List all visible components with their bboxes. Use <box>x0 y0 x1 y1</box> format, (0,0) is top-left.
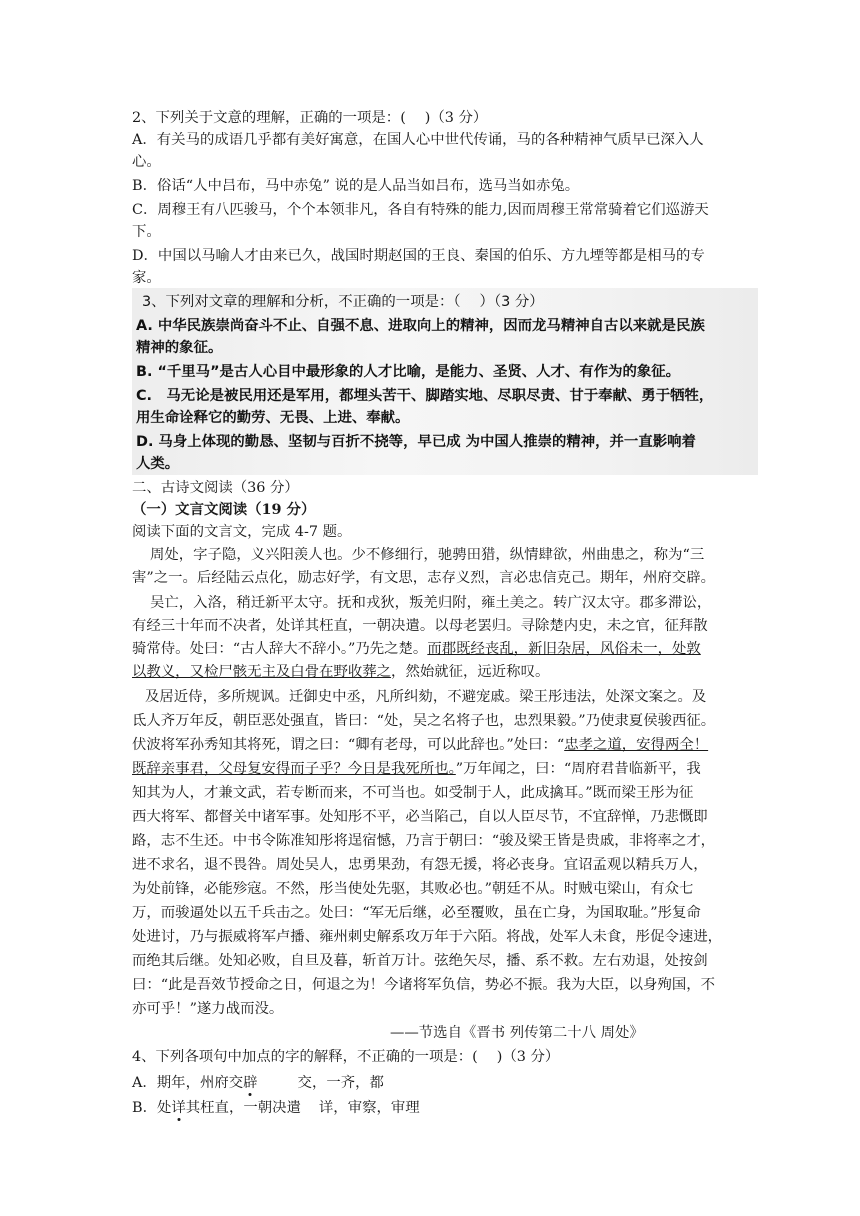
passage-p3-line2: 氐人齐万年反，朝臣恶处强直，皆曰：“处，吴之名将子也，忠烈果毅。”乃使隶夏侯骏西征。 <box>132 713 716 729</box>
emphasis-dot-char: 辟 <box>243 1075 258 1091</box>
passage-p3-line7: 路，志不生还。中书令陈准知彤将逞宿憾，乃言于朝曰：“骏及梁王皆是贵戚，非将率之才， <box>132 833 715 849</box>
underlined-sentence: 既辞亲事君，父母复安得而子乎？今日是我死所也。 <box>132 761 456 777</box>
q4-option-a <box>132 1072 384 1094</box>
passage-p2-line4 <box>132 661 549 683</box>
q3-stem: 3、下列对文章的理解和分析，不正确的一项是：（ ）（3 分） <box>142 294 544 310</box>
passage-p1-line1: 周处，字子隐，义兴阳羡人也。少不修细行，驰骋田猎，纵情肆欲，州曲患之，称为“三 <box>150 547 705 563</box>
passage-p3-line11: 处进讨，乃与振威将军卢播、雍州刺史解系攻万年于六陌。将战，处军人未食，彤促令速进， <box>132 929 723 945</box>
q2-option-c-line2: 下。 <box>132 224 161 240</box>
passage-p3-line14: 亦可乎！”遂力战而没。 <box>132 1001 284 1017</box>
passage-text: ”万年闻之，曰：“周府君昔临新平，我 <box>455 761 701 777</box>
option-text: A．期年，州府交 <box>132 1075 244 1091</box>
underlined-sentence: 以教义，又检尸骸无主及白骨在野收葬之 <box>132 664 392 680</box>
q3-option-a-line1: A. 中华民族崇尚奋斗不止、自强不息、进取向上的精神，因而龙马精神自古以来就是民族 <box>136 318 705 334</box>
option-text: 其枉直，一朝决遣 <box>185 1100 301 1116</box>
underlined-sentence: 忠孝之道，安得两全！ <box>564 737 709 753</box>
reading-instruction: 阅读下面的文言文，完成 4-7 题。 <box>132 524 352 540</box>
passage-text: ，然始就征，远近称叹。 <box>391 664 550 680</box>
passage-p2-line3 <box>132 638 701 660</box>
q2-option-a-line2: 心。 <box>132 154 161 170</box>
passage-p3-line13: 曰：“此是吾效节授命之日，何退之为！今诸将军负信，势必不振。我为大臣，以身殉国，不 <box>132 977 715 993</box>
q3-option-b: B. “千里马”是古人心目中最形象的人才比喻，是能力、圣贤、人才、有作为的象征。 <box>136 364 681 380</box>
passage-p3-line9: 为处前锋，必能殄寇。不然，彤当使处先驱，其败必也。”朝廷不从。时贼屯梁山，有众七 <box>132 881 694 897</box>
passage-text: 骑常侍。处曰：“古人辞大不辞小。”乃先之楚。 <box>132 641 428 657</box>
option-gloss: 交，一齐，都 <box>297 1075 384 1091</box>
q3-option-c-line2: 用生命诠释它的勤劳、无畏、上进、奉献。 <box>136 410 410 426</box>
option-text: B．处 <box>132 1100 172 1116</box>
passage-p3-line4 <box>132 758 701 780</box>
emphasis-dot-char: 详 <box>171 1100 186 1116</box>
q2-option-a-line1: A．有关马的成语几乎都有美好寓意，在国人心中世代传诵，马的各种精神气质早已深入人 <box>132 132 704 148</box>
q3-option-a-line2: 精神的象征。 <box>136 340 223 356</box>
q2-option-b: B．俗话“人中吕布，马中赤兔” 说的是人品当如吕布，选马当如赤兔。 <box>132 178 580 194</box>
q3-option-d-line1: D. 马身上体现的勤恳、坚韧与百折不挠等，早已成 为中国人推崇的精神，并一直影响着 <box>136 434 696 450</box>
passage-p2-line1: 吴亡，入洛，稍迁新平太守。抚和戎狄，叛羌归附，雍土美之。转广汉太守。郡多滞讼， <box>150 595 712 611</box>
passage-p3-line3 <box>132 734 708 756</box>
q2-option-d-line1: D．中国以马喻人才由来已久，战国时期赵国的王良、秦国的伯乐、方九堙等都是相马的专 <box>132 248 705 264</box>
q2-option-c-line1: C．周穆王有八匹骏马，个个本领非凡，各自有特殊的能力,因而周穆王常常骑着它们巡游天 <box>132 202 709 218</box>
passage-p3-line12: 而绝其后继。处知必败，自旦及暮，斩首万计。弦绝矢尽，播、系不救。左右劝退，处按剑 <box>132 953 708 969</box>
q4-option-b <box>132 1097 420 1119</box>
underlined-sentence: 而郡既经丧乱，新旧杂居，风俗未一，处敦 <box>427 641 701 657</box>
passage-source: ——节选自《晋书 列传第二十八 周处》 <box>390 1025 644 1041</box>
passage-p3-line6: 西大将军、都督关中诸军事。处知彤不平，必当陷己，自以人臣尽节，不宜辞惮，乃悲慨即 <box>132 809 708 825</box>
section-heading-classical: 二、古诗文阅读（36 分） <box>132 480 299 496</box>
q3-option-d-line2: 人类。 <box>136 456 180 472</box>
passage-p3-line8: 进不求名，退不畏咎。周处吴人，忠勇果劲，有怨无援，将必丧身。宜诏孟观以精兵万人， <box>132 857 708 873</box>
q3-option-c-line1: C. 马无论是被民用还是军用，都埋头苦干、脚踏实地、尽职尽责、甘于奉献、勇于牺牲， <box>136 388 714 404</box>
passage-p1-line2: 害”之一。后经陆云点化，励志好学，有文思，志存义烈，言必忠信克己。期年，州府交辟。 <box>132 570 715 586</box>
passage-p2-line2: 有经三十年而不决者，处详其枉直，一朝决遣。以母老罢归。寻除楚内史，未之官，征拜散 <box>132 618 708 634</box>
q2-option-d-line2: 家。 <box>132 270 161 286</box>
passage-p3-line10: 万，而骏逼处以五千兵击之。处曰：“军无后继，必至覆败，虽在亡身，为国取耻。”彤复命 <box>132 905 701 921</box>
q2-stem: 2、下列关于文意的理解，正确的一项是：( )（3 分） <box>132 110 488 126</box>
q4-stem: 4、下列各项句中加点的字的解释，不正确的一项是：( )（3 分） <box>132 1049 560 1065</box>
subsection-heading-wenyan: （一）文言文阅读（19 分） <box>132 501 316 518</box>
passage-p3-line1: 及居近侍，多所规讽。迁御史中丞，凡所纠劾，不避宠戚。梁王彤违法，处深文案之。及 <box>145 689 707 705</box>
passage-p3-line5: 知其为人，才兼文武，若专断而来，不可当也。如受制于人，此成擒耳。”既而梁王彤为征 <box>132 785 694 801</box>
passage-text: 伏波将军孙秀知其将死，谓之曰：“卿有老母，可以此辞也。”处曰：“ <box>132 737 565 753</box>
option-gloss: 详，审察，审理 <box>318 1100 420 1116</box>
